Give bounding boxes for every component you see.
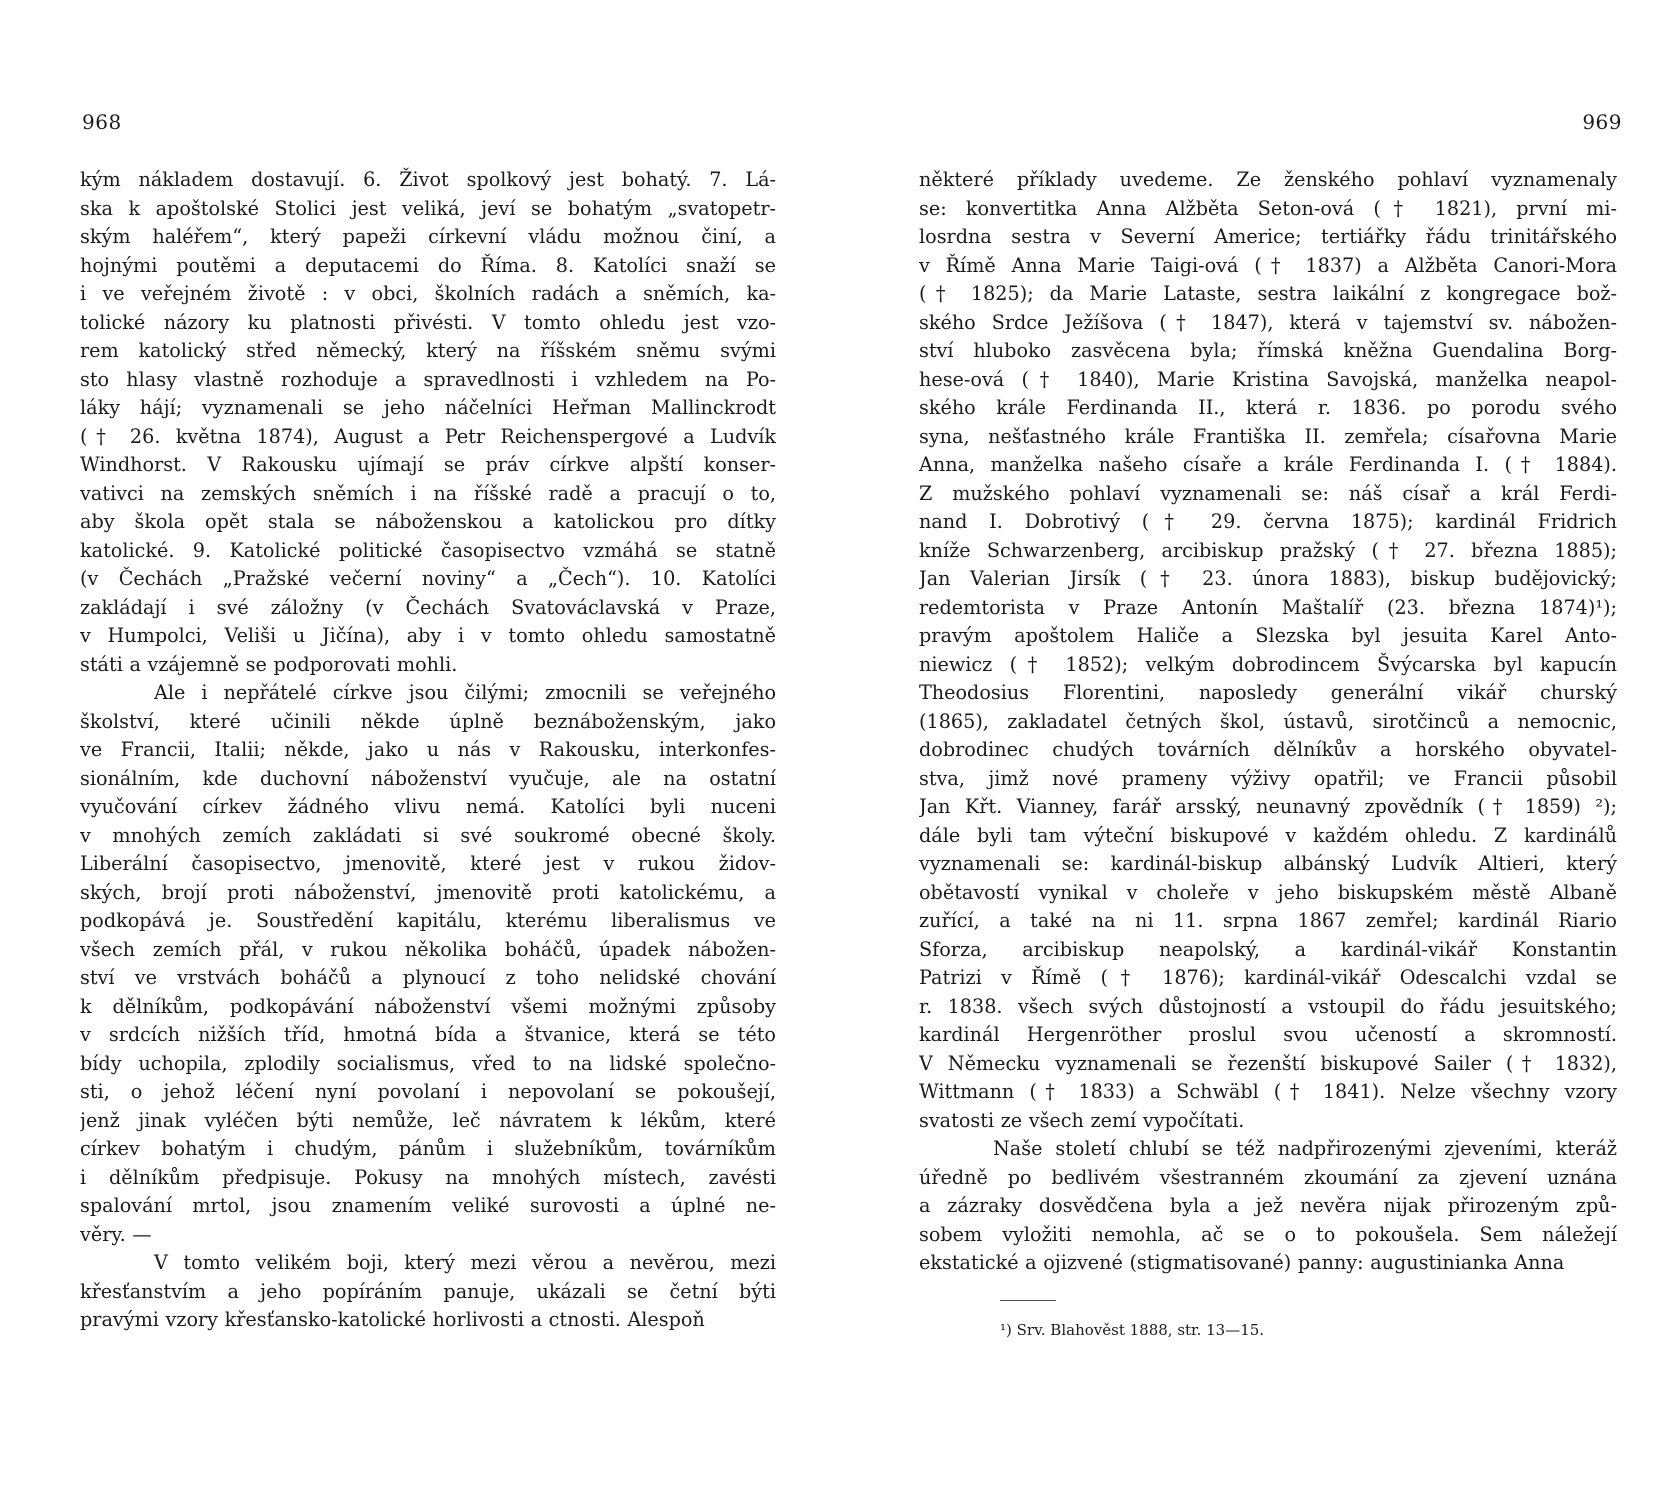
text-line: úředně po bedlivém všestranném zkoumání za zjevení uznána <box>919 1165 1617 1189</box>
text-line: v mnohých zemích zakládati si své soukromé obecné školy. <box>80 823 776 847</box>
text-line: svatosti ze všech zemí vypočítati. <box>919 1108 1245 1132</box>
text-line: ského krále Ferdinanda II., která r. 1836. po porodu svého <box>919 396 1617 419</box>
text-line: církev bohatým i chudým, pánům i služebníkům, továrníkům <box>80 1137 776 1160</box>
text-line: ství hluboko zasvěcena byla; římská kněžna Guendalina Borg- <box>919 339 1617 362</box>
text-line: V Německu vyznamenali se řezenští biskupové Sailer († 1832), <box>919 1051 1617 1075</box>
text-line: k dělníkům, podkopávání náboženství všemi možnými způsoby <box>80 994 776 1018</box>
text-line: Sforza, arcibiskup neapolský, a kardinál-vikář Konstantin <box>919 937 1617 961</box>
text-line: losrdna sestra v Severní Americe; tertiářky řádu trinitářského <box>919 225 1617 248</box>
page-number-right: 969 <box>1582 110 1622 134</box>
right-page-text <box>919 166 1617 1278</box>
text-line: vativci na zemských sněmích i na říšské radě a pracují o to, <box>80 481 776 505</box>
text-line: Anna, manželka našeho císaře a krále Ferdinanda I. († 1884). <box>919 453 1617 476</box>
text-line: kníže Schwarzenberg, arcibiskup pražský († 27. března 1885); <box>919 538 1617 562</box>
text-line: Theodosius Florentini, naposledy generální vikář churský <box>919 681 1617 704</box>
text-line: i ve veřejném životě : v obci, školních radách a sněmích, ka- <box>80 282 776 305</box>
text-line: Liberální časopisectvo, jmenovitě, které jest v rukou židov- <box>80 852 776 875</box>
text-line: kardinál Hergenröther proslul svou učeností a skromností. <box>919 1023 1617 1046</box>
text-line: Windhorst. V Rakousku ujímají se práv církve alpští konser- <box>80 453 776 476</box>
text-line: aby škola opět stala se náboženskou a katolickou pro dítky <box>80 510 776 533</box>
text-line: v Humpolci, Veliši u Jičína), aby i v tomto ohledu samostatně <box>80 624 776 647</box>
text-line: spalování mrtol, jsou znamením veliké surovosti a úplné ne- <box>80 1194 776 1217</box>
text-line: Jan Křt. Vianney, farář arsský, neunavný zpovědník († 1859) ²); <box>919 795 1617 818</box>
footnote: ¹) Srv. Blahověst 1888, str. 13—15. <box>1000 1321 1265 1339</box>
text-line: sionálním, kde duchovní náboženství vyučuje, ale na ostatní <box>80 766 776 790</box>
text-line: Ale i nepřátelé církve jsou čilými; zmocnili se veřejného <box>154 681 776 704</box>
text-line: podkopává je. Soustředění kapitálu, kterému liberalismus ve <box>80 909 776 932</box>
text-line: (1865), zakladatel četných škol, ústavů, sirotčinců a nemocnic, <box>919 709 1617 733</box>
left-page-text <box>80 166 776 1335</box>
text-line: ství ve vrstvách boháčů a plynoucí z toho nelidské chování <box>80 966 776 989</box>
text-line: V tomto velikém boji, který mezi věrou a nevěrou, mezi <box>154 1251 776 1274</box>
text-line: školství, které učinili někde úplně beznáboženským, jako <box>80 709 776 733</box>
text-line: vyučování církev žádného vlivu nemá. Katolíci byli nuceni <box>80 795 776 818</box>
text-line: obětavostí vynikal v choleře v jeho biskupském městě Albaně <box>919 880 1617 904</box>
text-line: nand I. Dobrotivý († 29. června 1875); kardinál Fridrich <box>919 510 1617 533</box>
text-line: křesťanstvím a jeho popíráním panuje, ukázali se četní býti <box>80 1279 776 1303</box>
text-line: některé příklady uvedeme. Ze ženského pohlaví vyznamenaly <box>919 168 1617 191</box>
text-line: sto hlasy vlastně rozhoduje a spravedlnosti i vzhledem na Po- <box>80 367 776 391</box>
text-line: ekstatické a ojizvené (stigmatisované) panny: augustinianka Anna <box>919 1251 1565 1274</box>
text-line: všech zemích přál, v rukou několika boháčů, úpadek nábožen- <box>80 937 776 961</box>
text-line: redemtorista v Praze Antonín Maštalíř (23. března 1874)¹); <box>919 595 1617 619</box>
text-line: tolické názory ku platnosti přivésti. V tomto ohledu jest vzo- <box>80 310 776 334</box>
text-line: syna, nešťastného krále Františka II. zemřela; císařovna Marie <box>919 424 1617 448</box>
text-line: bídy uchopila, zplodily socialismus, vřed to na lidské společno- <box>80 1051 776 1075</box>
text-line: a zázraky dosvědčena byla a jež nevěra nijak přirozeným způ- <box>919 1194 1617 1217</box>
text-line: Wittmann († 1833) a Schwäbl († 1841). Nelze všechny vzory <box>919 1080 1617 1103</box>
footnote-rule <box>1000 1300 1056 1301</box>
text-line: se: konvertitka Anna Alžběta Seton-ová († 1821), první mi- <box>919 196 1617 220</box>
text-line: v Římě Anna Marie Taigi-ová († 1837) a Alžběta Canori-Mora <box>919 253 1617 277</box>
text-line: r. 1838. všech svých důstojností a vstoupil do řádu jesuitského; <box>919 994 1617 1018</box>
text-line: stva, jimž nové prameny výživy opatřil; ve Francii působil <box>919 766 1617 790</box>
text-line: pravým apoštolem Haliče a Slezska byl jesuita Karel Anto- <box>919 624 1617 647</box>
text-line: sobem vyložiti nemohla, ač se o to pokoušela. Sem náležejí <box>919 1222 1617 1246</box>
text-line: Jan Valerian Jirsík († 23. února 1883), biskup budějovický; <box>919 567 1617 590</box>
text-line: Naše století chlubí se též nadpřirozenými zjeveními, kteráž <box>993 1137 1617 1160</box>
text-line: katolické. 9. Katolické politické časopisectvo vzmáhá se statně <box>80 538 776 562</box>
text-line: Z mužského pohlaví vyznamenali se: náš císař a král Ferdi- <box>919 481 1617 505</box>
text-line: dobrodinec chudých továrních dělníkův a horského obyvatel- <box>919 738 1617 761</box>
text-line: hojnými poutěmi a deputacemi do Říma. 8. Katolíci snaží se <box>80 253 776 277</box>
text-line: († 1825); da Marie Lataste, sestra laikální z kongregace bož- <box>919 282 1617 305</box>
text-line: hese-ová († 1840), Marie Kristina Savojská, manželka neapol- <box>919 367 1617 391</box>
text-line: (v Čechách „Pražské večerní noviny“ a „Čech“). 10. Katolíci <box>80 567 776 590</box>
text-line: věry. — <box>80 1222 152 1246</box>
text-line: ského Srdce Ježíšova († 1847), která v tajemství sv. nábožen- <box>919 310 1617 334</box>
text-line: Patrizi v Římě († 1876); kardinál-vikář Odescalchi vzdal se <box>919 966 1617 989</box>
text-line: zakládají i své záložny (v Čechách Svatováclavská v Praze, <box>80 595 776 619</box>
text-line: jenž jinak vyléčen býti nemůže, leč návratem k lékům, které <box>80 1108 776 1132</box>
text-line: v srdcích nižších tříd, hmotná bída a štvanice, která se této <box>80 1023 776 1046</box>
text-line: i dělníkům předpisuje. Pokusy na mnohých místech, zavésti <box>80 1165 776 1189</box>
text-line: ských, brojí proti náboženství, jmenovitě proti katolickému, a <box>80 880 776 904</box>
text-line: zuřící, a také na ni 11. srpna 1867 zemřel; kardinál Riario <box>919 909 1617 932</box>
text-line: niewicz († 1852); velkým dobrodincem Švýcarska byl kapucín <box>919 652 1617 676</box>
text-line: pravými vzory křesťansko-katolické horlivosti a ctnosti. Alespoň <box>80 1308 705 1331</box>
text-line: kým nákladem dostavují. 6. Život spolkový jest bohatý. 7. Lá- <box>80 168 776 191</box>
text-line: sti, o jehož léčení nyní povolaní i nepovolaní se pokoušejí, <box>80 1080 776 1103</box>
text-line: ve Francii, Italii; někde, jako u nás v Rakousku, interkonfes- <box>80 738 776 761</box>
text-line: rem katolický střed německý, který na říšském sněmu svými <box>80 339 776 362</box>
right-page <box>839 0 1678 1500</box>
text-line: ska k apoštolské Stolici jest veliká, jeví se bohatým „svatopetr- <box>80 196 776 220</box>
text-line: ským haléřem“, který papeži církevní vládu možnou činí, a <box>80 225 776 248</box>
text-line: státi a vzájemně se podporovati mohli. <box>80 652 458 676</box>
text-line: vyznamenali se: kardinál-biskup albánský Ludvík Altieri, který <box>919 852 1617 875</box>
page-number-left: 968 <box>82 110 122 134</box>
text-line: dále byli tam výteční biskupové v každém ohledu. Z kardinálů <box>919 823 1617 847</box>
text-line: láky hájí; vyznamenali se jeho náčelníci Heřman Mallinckrodt <box>80 396 776 419</box>
text-line: († 26. května 1874), August a Petr Reichenspergové a Ludvík <box>80 424 776 448</box>
